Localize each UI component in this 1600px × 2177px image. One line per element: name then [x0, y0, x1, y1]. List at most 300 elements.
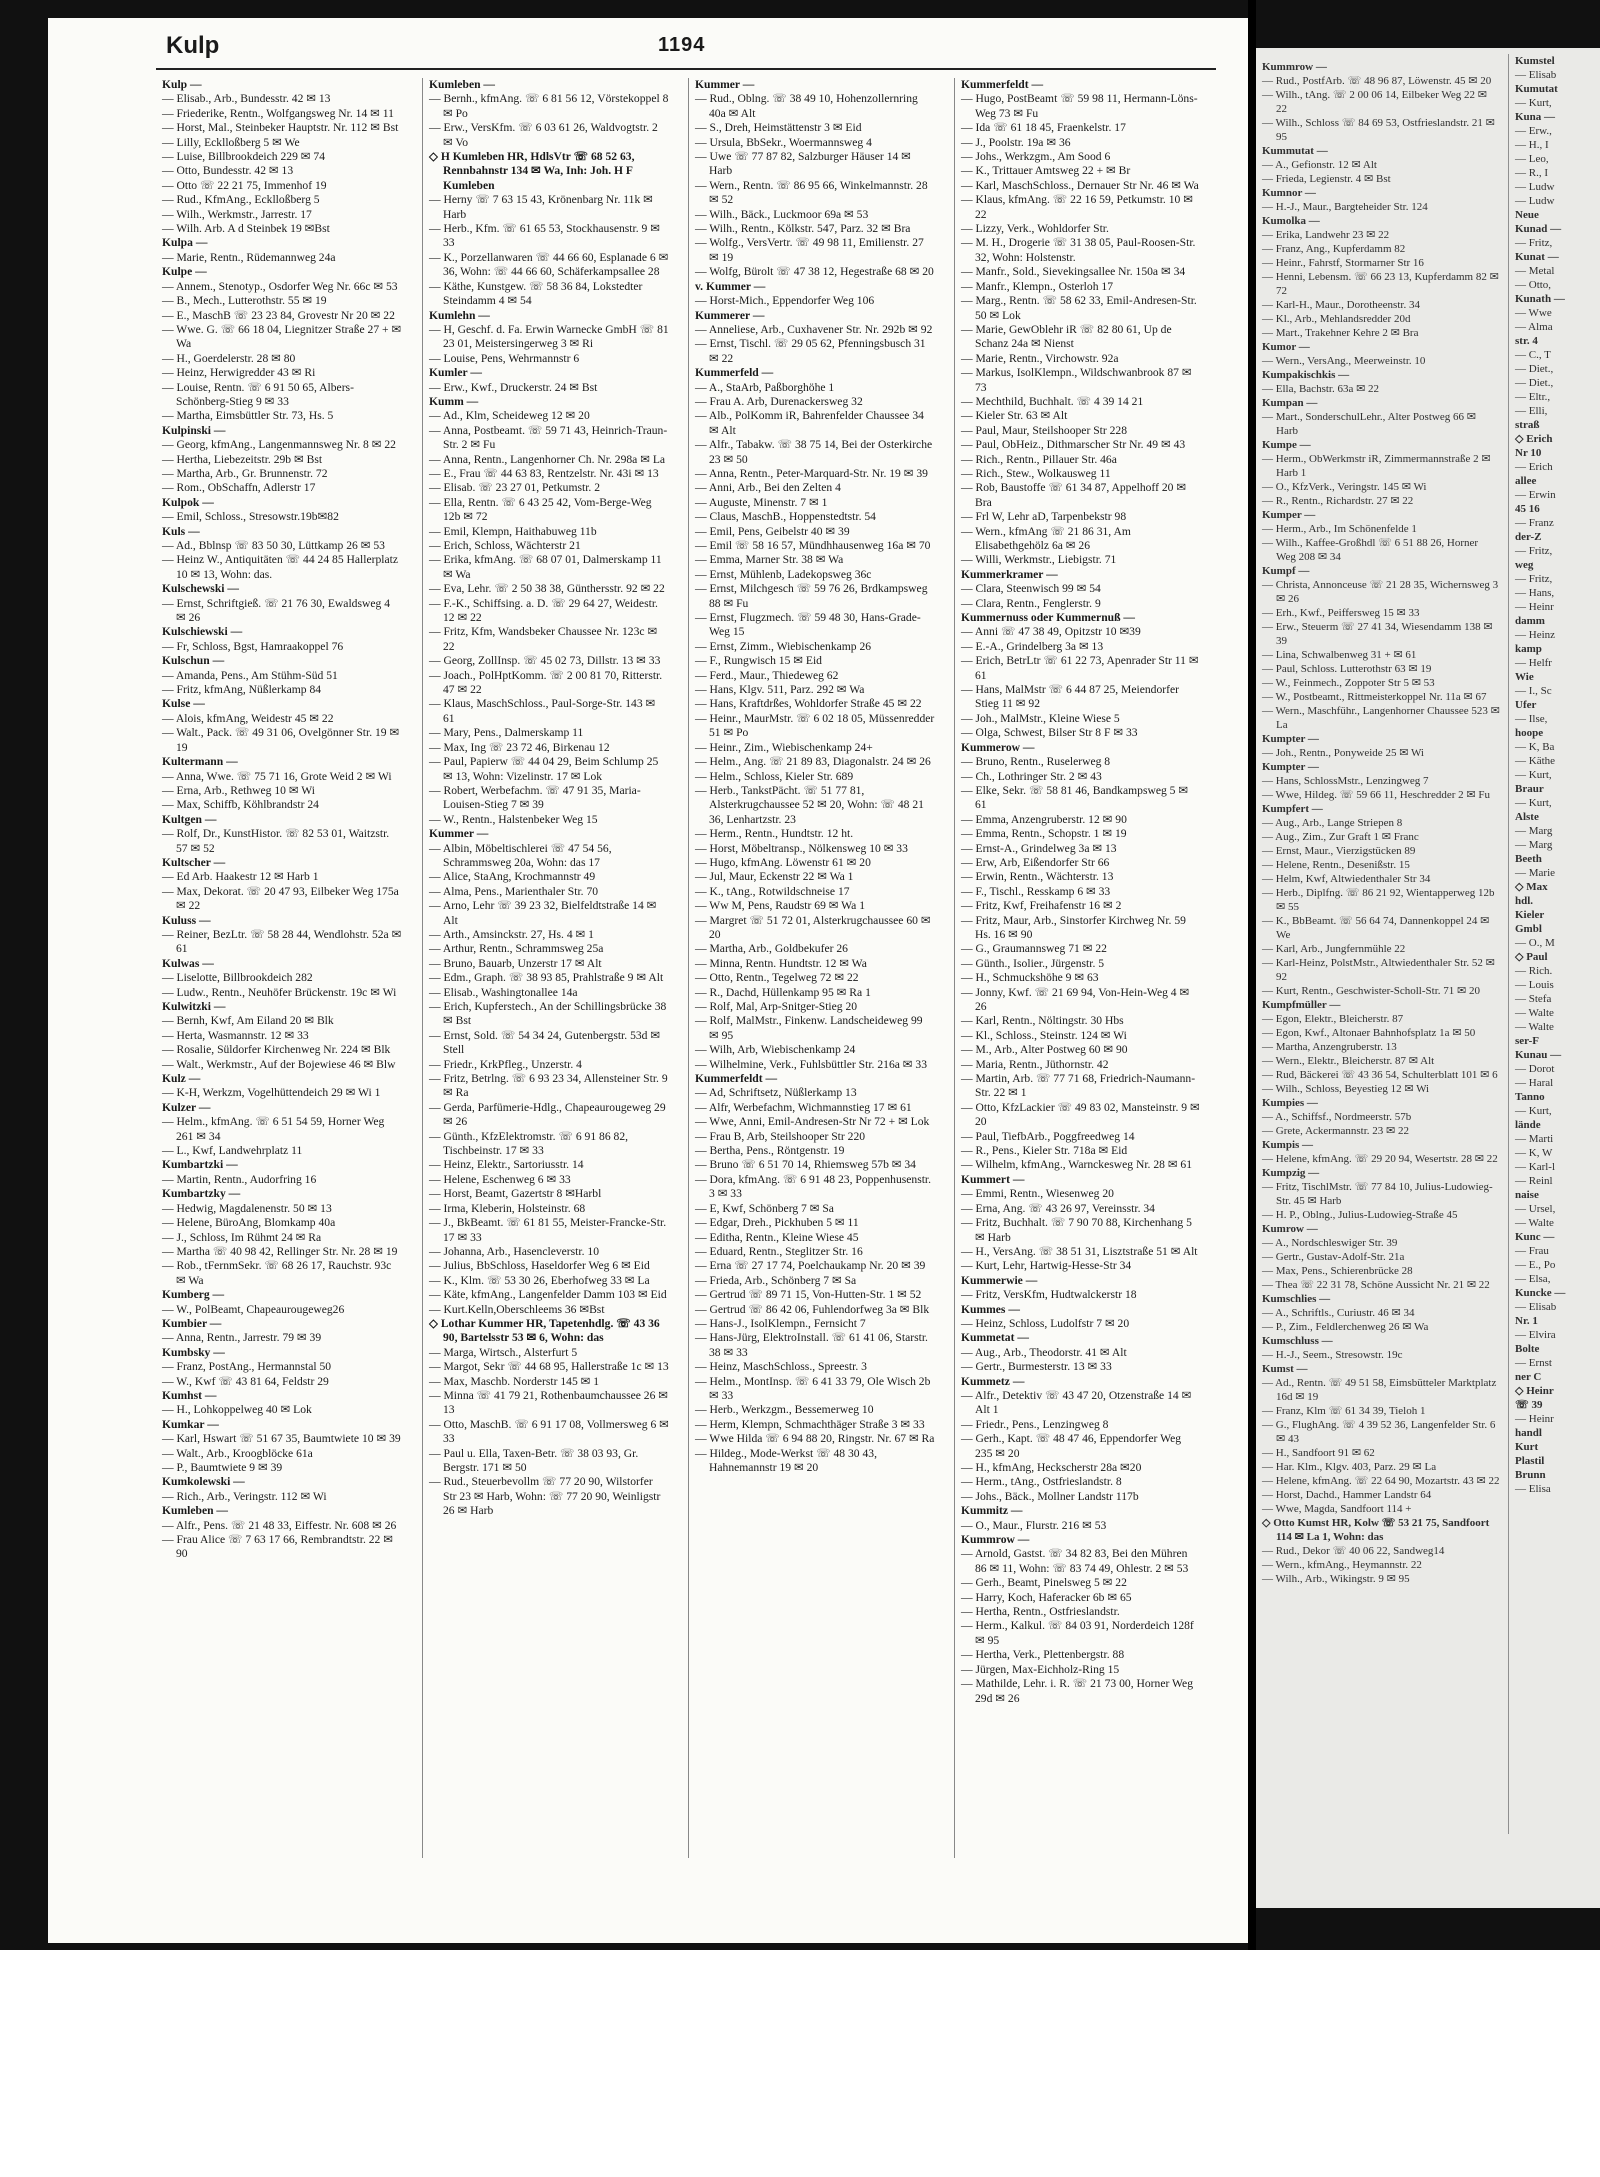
surname-heading: Kulpa —: [162, 236, 208, 250]
directory-entry: — J., BkBeamt. ☏ 61 81 55, Meister-Francke-Str. 17 ✉ 33: [429, 1216, 667, 1244]
surname-heading: Alste: [1515, 811, 1539, 823]
directory-entry: — Helfr: [1515, 657, 1552, 669]
surname-heading: Kummitz —: [961, 1504, 1023, 1518]
directory-entry: — Wilh., Rentn., Kölkstr. 547, Parz. 32 ✉ Bra: [695, 222, 911, 236]
directory-entry: — Wilh., Werkmstr., Jarrestr. 17: [162, 207, 312, 221]
directory-entry: — Heinz, Elektr., Sartoriusstr. 14: [429, 1158, 584, 1172]
directory-entry: — Alfr., Pens. ☏ 21 48 33, Eiffestr. Nr. 608 ✉ 26: [162, 1518, 397, 1532]
directory-entry: — Elisab. ☏ 23 27 01, Petkumstr. 2: [429, 481, 601, 495]
directory-entry: — Marie: [1515, 867, 1556, 879]
directory-entry: — Kurt,: [1515, 797, 1552, 809]
surname-heading: Kumstel: [1515, 55, 1555, 67]
directory-entry: — Kurt.Kelln,Oberschleems 36 ✉Bst: [429, 1302, 605, 1316]
directory-entry: — Eva, Lehr. ☏ 2 50 38 38, Günthersstr. 92 ✉ 22: [429, 582, 665, 596]
directory-entry: — S., Dreh, Heimstättenstr 3 ✉ Eid: [695, 121, 862, 135]
directory-entry: — Wolfg, Bürolt ☏ 47 38 12, Hegestraße 68 ✉ 20: [695, 265, 934, 279]
directory-entry: — Irma, Kleberin, Holsteinstr. 68: [429, 1201, 586, 1215]
directory-entry: — Johs., Werkzgm., Am Sood 6: [961, 150, 1111, 164]
directory-entry: — Elisab., Arb., Bundesstr. 42 ✉ 13: [162, 92, 331, 106]
directory-entry: — W., Postbeamt., Rittmeisterkoppel Nr. 11a ✉ 67: [1262, 691, 1487, 703]
directory-entry: — Alb., PolKomm iR, Bahrenfelder Chaussee 34 ✉ Alt: [695, 409, 924, 437]
directory-entry: — Herm., Rentn., Hundtstr. 12 ht.: [695, 827, 854, 841]
directory-entry: — Ernst: [1515, 1357, 1552, 1369]
directory-entry: — Helene, BüroAng, Blomkamp 40a: [162, 1216, 336, 1230]
directory-entry: — Marie, GewOblehr iR ☏ 82 80 61, Up de Schanz 24a ✉ Nienst: [961, 322, 1172, 351]
directory-entry: — Anna, Rentn., Jarrestr. 79 ✉ 39: [162, 1331, 322, 1345]
directory-entry: — E., Frau ☏ 44 63 83, Rentzelstr. Nr. 43i ✉ 13: [429, 466, 659, 480]
directory-entry: — H., I: [1515, 139, 1549, 151]
directory-entry: — Bertha, Pens., Röntgenstr. 19: [695, 1144, 845, 1158]
surname-heading: Kulschewski —: [162, 582, 239, 596]
directory-entry: — K., tAng., Rotwildschneise 17: [695, 884, 850, 898]
directory-entry: — O., KfzVerk., Veringstr. 145 ✉ Wi: [1262, 481, 1427, 493]
directory-column-2: [422, 78, 675, 1858]
directory-entry: — Franz, Ang., Kupferdamm 82: [1262, 243, 1406, 255]
directory-entry: — Heinz: [1515, 629, 1556, 641]
surname-heading: Kummutat —: [1262, 145, 1328, 157]
directory-entry: — J., Schloss, Im Rühmt 24 ✉ Ra: [162, 1230, 322, 1244]
directory-entry: — Martin, Rentn., Audorfring 16: [162, 1172, 317, 1186]
directory-entry: — Franz: [1515, 517, 1554, 529]
directory-entry: — Hans,: [1515, 587, 1555, 599]
directory-entry: — Heinr: [1515, 601, 1554, 613]
surname-heading: Bolte: [1515, 1343, 1540, 1355]
directory-entry: — Helene, kfmAng. ☏ 29 20 94, Wesertstr. 28 ✉ 22: [1262, 1153, 1498, 1165]
directory-entry: — Anni, Arb., Bei den Zelten 4: [695, 481, 841, 495]
directory-entry: — Aug., Arb., Theodorstr. 41 ✉ Alt: [961, 1345, 1127, 1359]
directory-entry: — Reinl: [1515, 1175, 1553, 1187]
directory-entry: — Minna, Rentn. Hundtstr. 12 ✉ Wa: [695, 956, 867, 970]
surname-heading: Kulzer —: [162, 1100, 211, 1114]
directory-entry: — Elke, Sekr. ☏ 58 81 46, Bandkampsweg 5 ✉ 61: [961, 783, 1189, 812]
directory-entry: — Bruno, Rentn., Ruselerweg 8: [961, 755, 1111, 769]
directory-entry: — Ch., Lothringer Str. 2 ✉ 43: [961, 769, 1102, 783]
directory-entry: — Wilhelmine, Verk., Fuhlsbüttler Str. 216a ✉ 33: [695, 1057, 927, 1071]
directory-entry: — Ad., Rentn. ☏ 49 51 58, Eimsbütteler Marktplatz 16d ✉ 19: [1262, 1377, 1497, 1403]
directory-entry: — Ernst, Sold. ☏ 54 34 24, Gutenbergstr. 53d ✉ Stell: [429, 1028, 661, 1057]
surname-heading: Kumkolewski —: [162, 1475, 245, 1489]
directory-entry: — Elisab., Washingtonallee 14a: [429, 985, 578, 999]
surname-heading: Kulp —: [162, 78, 202, 91]
directory-entry: — Anna, Postbeamt. ☏ 59 71 43, Heinrich-Traun-Str. 2 ✉ Fu: [429, 423, 668, 452]
directory-entry: — Margot, Sekr ☏ 44 68 95, Hallerstraße 1c ✉ 13: [429, 1360, 669, 1374]
directory-entry: — O., M: [1515, 937, 1555, 949]
directory-entry: — H. P., Oblng., Julius-Ludowieg-Straße 45: [1262, 1209, 1458, 1221]
directory-entry: — Wwe, Hildeg. ☏ 59 66 11, Heschredder 2 ✉ Fu: [1262, 789, 1490, 801]
directory-entry: — Hugo, PostBeamt ☏ 59 98 11, Hermann-Löns-Weg 73 ✉ Fu: [961, 92, 1198, 120]
directory-entry: — J., Poolstr. 19a ✉ 36: [961, 135, 1071, 149]
directory-entry: — Diet.,: [1515, 363, 1554, 375]
directory-entry: — Rob., tFernmSekr. ☏ 68 26 17, Rauchstr. 93c ✉ Wa: [162, 1259, 392, 1287]
surname-heading: hoope: [1515, 727, 1544, 739]
directory-entry: — Christa, Annonceuse ☏ 21 28 35, Wichernsweg 3 ✉ 26: [1262, 579, 1499, 605]
directory-entry: — Elisab: [1515, 1301, 1557, 1313]
directory-entry: — Clara, Steenwisch 99 ✉ 54: [961, 582, 1101, 596]
directory-entry: — Ludw: [1515, 181, 1555, 193]
directory-entry: ◇ Heinr: [1515, 1385, 1554, 1397]
surname-heading: Kumbier —: [162, 1316, 222, 1330]
directory-entry: — Herb., Werkzgm., Bessemerweg 10: [695, 1403, 874, 1417]
directory-entry: — Wwe: [1515, 307, 1552, 319]
directory-entry: — Ella, Rentn. ☏ 6 43 25 42, Vom-Berge-Weg 12b ✉ 72: [429, 495, 652, 524]
directory-entry: — Elisa: [1515, 1483, 1551, 1495]
directory-entry: — Wern., kfmAng ☏ 21 86 31, Am Elisabethgehölz 6a ✉ 26: [961, 524, 1131, 552]
surname-heading: Neue: [1515, 209, 1539, 221]
directory-entry: — Marg: [1515, 839, 1553, 851]
surname-heading: Kieler: [1515, 909, 1545, 921]
directory-entry: — Wilh., Arb., Wikingstr. 9 ✉ 95: [1262, 1573, 1410, 1585]
directory-entry: — R., Dachd, Hüllenkamp 95 ✉ Ra 1: [695, 985, 871, 999]
directory-entry: — Paul, ObHeiz., Dithmarscher Str Nr. 49 ✉ 43: [961, 438, 1186, 452]
directory-entry: — Franz, Klm ☏ 61 34 39, Tieloh 1: [1262, 1405, 1426, 1417]
directory-entry: — H., Schmuckshöhe 9 ✉ 63: [961, 971, 1099, 985]
surname-heading: Kulschiewski —: [162, 625, 243, 639]
directory-entry: — Rich., Arb., Veringstr. 112 ✉ Wi: [162, 1489, 327, 1503]
directory-entry: — Albin, Möbeltischlerei ☏ 47 54 56, Schrammsweg 20a, Wohn: das 17: [429, 841, 612, 869]
surname-heading: Kumlehn —: [429, 308, 490, 322]
surname-heading: Kultgen —: [162, 812, 217, 826]
directory-entry: — Günth., Isolier., Jürgenstr. 5: [961, 956, 1105, 970]
directory-entry: — Horst, Beamt, Gazertstr 8 ✉Harbl: [429, 1187, 602, 1201]
surname-heading: Kumpan —: [1262, 397, 1318, 409]
directory-entry: — P., Zim., Feldlerchenweg 26 ✉ Wa: [1262, 1321, 1429, 1333]
directory-entry: — Paul u. Ella, Taxen-Betr. ☏ 38 03 93, Gr. Bergstr. 171 ✉ 50: [429, 1446, 639, 1474]
surname-heading: Kulpok —: [162, 495, 214, 509]
directory-entry: — Wilh., tAng. ☏ 2 00 06 14, Eilbeker Weg 22 ✉ 22: [1262, 89, 1488, 115]
directory-entry: — Wern., Rentn. ☏ 86 95 66, Winkelmannstr. 28 ✉ 52: [695, 178, 928, 207]
directory-entry: — Emma, Marner Str. 38 ✉ Wa: [695, 553, 844, 567]
directory-entry: — Otto, Rentn., Tegelweg 72 ✉ 22: [695, 971, 859, 985]
directory-entry: — Manfr., Klempn., Osterloh 17: [961, 279, 1113, 293]
directory-entry: — Kl., Arb., Mehlandsredder 20d: [1262, 313, 1411, 325]
surname-heading: Kultscher —: [162, 855, 226, 869]
directory-entry: — Rich.: [1515, 965, 1553, 977]
directory-column-right-2: [1508, 54, 1600, 1834]
directory-entry: — Anna, Rentn., Langenhorner Ch. Nr. 298a ✉ La: [429, 452, 666, 466]
directory-entry: — Frau A. Arb, Durenackersweg 32: [695, 394, 863, 408]
header-rule: [156, 68, 1216, 70]
directory-entry: — Erw.,: [1515, 125, 1552, 137]
directory-entry: — Martha ☏ 40 98 42, Rellinger Str. Nr. 28 ✉ 19: [162, 1244, 398, 1258]
surname-heading: Kumleben —: [162, 1504, 229, 1518]
directory-entry: — Otto, MaschB. ☏ 6 91 17 08, Vollmersweg 6 ✉ 33: [429, 1417, 669, 1446]
directory-entry: — F., Rungwisch 15 ✉ Eid: [695, 654, 822, 668]
surname-heading: Kummerer —: [695, 308, 765, 322]
surname-heading: Gmbl: [1515, 923, 1542, 935]
surname-heading: Kummernuss oder Kummernuß —: [961, 611, 1136, 625]
directory-entry: — Jul, Maur, Eckenstr 22 ✉ Wa 1: [695, 870, 854, 884]
directory-entry: — Anneliese, Arb., Cuxhavener Str. Nr. 292b ✉ 92: [695, 322, 933, 336]
surname-heading: Kumschlies —: [1262, 1293, 1331, 1305]
directory-entry: — Elsa,: [1515, 1273, 1551, 1285]
directory-entry: — Manfr., Sold., Sievekingsallee Nr. 150a ✉ 34: [961, 265, 1186, 279]
directory-entry: — Helm., MontInsp. ☏ 6 41 33 79, Ole Wisch 2b ✉ 33: [695, 1374, 931, 1402]
directory-entry: — Erw., VersKfm. ☏ 6 03 61 26, Waldvogtstr. 2 ✉ Vo: [429, 121, 658, 149]
directory-entry: — Herny ☏ 7 63 15 43, Krönenbarg Nr. 11k ✉ Harb: [429, 193, 653, 221]
directory-entry: — Otto,: [1515, 279, 1552, 291]
directory-page-left: [48, 18, 1248, 1943]
directory-entry: — Wilh. Arb. A d Steinbek 19 ✉Bst: [162, 222, 330, 236]
directory-entry: — Rud., Dekor ☏ 40 06 22, Sandweg14: [1262, 1545, 1445, 1557]
directory-entry: — E, Kwf, Schönberg 7 ✉ Sa: [695, 1201, 834, 1215]
directory-entry: — Frau Alice ☏ 7 63 17 66, Rembrandtstr. 22 ✉ 90: [162, 1533, 393, 1561]
directory-entry: — Ludw., Rentn., Neuhöfer Brückenstr. 19c ✉ Wi: [162, 985, 397, 999]
directory-entry: — Käthe: [1515, 755, 1556, 767]
surname-heading: damm: [1515, 615, 1545, 627]
surname-heading: Kumberg —: [162, 1288, 225, 1302]
directory-entry: — O., Maur., Flurstr. 216 ✉ 53: [961, 1518, 1107, 1532]
directory-entry: — Günth., KfzElektromstr. ☏ 6 91 86 82, Tischbeinstr. 17 ✉ 33: [429, 1129, 629, 1158]
directory-column-4: [954, 78, 1207, 1858]
directory-entry: — Emmi, Rentn., Wiesenweg 20: [961, 1187, 1114, 1201]
surname-heading: Kumbartzky —: [162, 1187, 241, 1201]
surname-heading: Kurt: [1515, 1441, 1539, 1453]
directory-entry: — W., Feinmech., Zoppoter Str 5 ✉ 53: [1262, 677, 1435, 689]
directory-column-1: [156, 78, 408, 1858]
directory-entry: — Lina, Schwalbenweg 31 + ✉ 61: [1262, 649, 1417, 661]
surname-heading: Kumpzig —: [1262, 1167, 1320, 1179]
directory-entry: — K., Klm. ☏ 53 30 26, Eberhofweg 33 ✉ La: [429, 1273, 650, 1287]
directory-entry: — Karl, MaschSchloss., Dernauer Str Nr. 46 ✉ Wa: [961, 178, 1199, 192]
surname-heading: Kumper —: [1262, 509, 1316, 521]
directory-entry: — Erich, BetrLtr ☏ 61 22 73, Apenrader Str 11 ✉ 61: [961, 654, 1199, 682]
directory-entry: — Rolf, Mal, Arp-Snitger-Stieg 20: [695, 1000, 858, 1013]
directory-entry: — Herb., TankstPächt. ☏ 51 77 81, Alsterkrugchaussee 52 ✉ 20, Wohn: ☏ 48 21 36, Lenhartzstr. 23: [695, 783, 924, 826]
directory-entry: — Gertrud ☏ 89 71 15, Von-Hutten-Str. 1 ✉ 52: [695, 1288, 922, 1302]
directory-entry: — Friedr., KrkPfleg., Unzerstr. 4: [429, 1057, 582, 1071]
directory-entry: — Heinz, MaschSchloss., Spreestr. 3: [695, 1360, 867, 1374]
directory-entry: — Herm., Arb., Im Schönenfelde 1: [1262, 523, 1417, 535]
directory-entry: — Aug., Arb., Lange Striepen 8: [1262, 817, 1403, 829]
surname-heading: Kummerfeldt —: [695, 1072, 778, 1086]
surname-heading: Kumm —: [429, 394, 479, 408]
directory-entry: — K, W: [1515, 1147, 1553, 1159]
directory-entry: — Maria, Rentn., Jüthornstr. 42: [961, 1057, 1109, 1071]
directory-entry: — Walte: [1515, 1021, 1554, 1033]
directory-entry: — Dora, kfmAng. ☏ 6 91 48 23, Poppenhusenstr. 3 ✉ 33: [695, 1172, 932, 1201]
directory-entry: — Käthe, Kunstgew. ☏ 58 36 84, Lokstedter Steindamm 4 ✉ 54: [429, 279, 643, 308]
surname-heading: Kunad —: [1515, 223, 1562, 235]
surname-heading: Kumschluss —: [1262, 1335, 1333, 1347]
surname-heading: Kummerwie —: [961, 1273, 1038, 1287]
directory-entry: — Herb., Kfm. ☏ 61 65 53, Stockhausenstr. 9 ✉ 33: [429, 222, 660, 250]
directory-entry: — Edm., Graph. ☏ 38 93 85, Prahlstraße 9 ✉ Alt: [429, 971, 664, 985]
directory-entry: — Erw., Steuerm ☏ 27 41 34, Wiesendamm 138 ✉ 39: [1262, 621, 1493, 647]
directory-entry: ◇ Lothar Kummer HR, Tapetenhdlg. ☏ 43 36 90, Bartelsstr 53 ✉ 6, Wohn: das: [429, 1316, 660, 1345]
directory-entry: — Arno, Lehr ☏ 39 23 32, Bielfeldtstraße 14 ✉ Alt: [429, 899, 657, 927]
surname-heading: der-Z: [1515, 531, 1542, 543]
directory-entry: — Martha, Anzengruberstr. 13: [1262, 1041, 1397, 1053]
directory-entry: — Helm., Schloss, Kieler Str. 689: [695, 769, 854, 783]
directory-entry: ◇ Otto Kumst HR, Kolw ☏ 53 21 75, Sandfoort 114 ✉ La 1, Wohn: das: [1262, 1517, 1490, 1543]
directory-entry: — Elvira: [1515, 1329, 1556, 1341]
directory-entry: — Herm., tAng., Ostfrieslandstr. 8: [961, 1475, 1122, 1489]
directory-entry: — Ed Arb. Haakestr 12 ✉ Harb 1: [162, 870, 319, 884]
surname-heading: Braur: [1515, 783, 1544, 795]
surname-heading: ☏ 39: [1515, 1399, 1543, 1411]
directory-entry: — Ernst, Maur., Vierzigstücken 89: [1262, 845, 1416, 857]
directory-column-3: [688, 78, 941, 1858]
directory-entry: — Mathilde, Lehr. i. R. ☏ 21 73 00, Horner Weg 29d ✉ 26: [961, 1677, 1193, 1705]
surname-heading: Kulse —: [162, 697, 205, 711]
directory-entry: — Ww M, Pens, Raudstr 69 ✉ Wa 1: [695, 899, 866, 913]
directory-entry: — Kl., Schloss., Steinstr. 124 ✉ Wi: [961, 1028, 1127, 1042]
directory-entry: — Wern., Elektr., Bleicherstr. 87 ✉ Alt: [1262, 1055, 1435, 1067]
directory-entry: — Anni ☏ 47 38 49, Opitzstr 10 ✉39: [961, 625, 1141, 639]
directory-entry: — Grete, Ackermannstr. 23 ✉ 22: [1262, 1125, 1409, 1137]
directory-entry: — Fritz,: [1515, 237, 1553, 249]
surname-heading: Kummrow —: [1262, 61, 1327, 73]
surname-heading: Kumpter —: [1262, 761, 1319, 773]
directory-entry: — Ad, Schriftsetz, Nüßlerkamp 13: [695, 1086, 857, 1100]
directory-entry: — Alfr., Tabakw. ☏ 38 75 14, Bei der Osterkirche 23 ✉ 50: [695, 438, 933, 466]
directory-entry: — Bernh., kfmAng. ☏ 6 81 56 12, Vörstekoppel 8 ✉ Po: [429, 92, 669, 120]
directory-entry: — Martin, Arb. ☏ 77 71 68, Friedrich-Naumann-Str. 22 ✉ 1: [961, 1072, 1196, 1100]
directory-entry: — Hedwig, Magdalenenstr. 50 ✉ 13: [162, 1201, 332, 1215]
directory-entry: — Horst, Mal., Steinbeker Hauptstr. Nr. 112 ✉ Bst: [162, 121, 399, 135]
directory-entry: — Alois, kfmAng, Weidestr 45 ✉ 22: [162, 711, 334, 725]
directory-entry: — Frau B, Arb, Steilshooper Str 220: [695, 1129, 866, 1143]
directory-entry: — Gerda, Parfümerie-Hdlg., Chapeaurougeweg 29 ✉ 26: [429, 1100, 666, 1129]
surname-heading: Plastil: [1515, 1455, 1545, 1467]
directory-page-right: [1256, 48, 1600, 1908]
surname-heading: Kulpinski —: [162, 423, 226, 437]
directory-entry: — Leo,: [1515, 153, 1549, 165]
directory-entry: — Erika, Landwehr 23 ✉ 22: [1262, 229, 1390, 241]
surname-heading: Kumnor —: [1262, 187, 1316, 199]
surname-heading: Kumpfmüller —: [1262, 999, 1341, 1011]
directory-entry: — Erwin: [1515, 489, 1556, 501]
directory-entry: — Gertr., Burmesterstr. 13 ✉ 33: [961, 1360, 1112, 1374]
directory-entry: — Erich, Schloss, Wächterstr 21: [429, 539, 581, 552]
directory-column-right-1: [1256, 60, 1506, 1840]
directory-entry: — Haral: [1515, 1077, 1554, 1089]
surname-heading: Kummerfeld —: [695, 366, 774, 380]
surname-heading: Kummerow —: [961, 740, 1035, 754]
directory-entry: — Max, Dekorat. ☏ 20 47 93, Eilbeker Weg 175a ✉ 22: [162, 884, 399, 913]
directory-entry: — Alfr, Werbefachm, Wichmannstieg 17 ✉ 61: [695, 1100, 912, 1114]
directory-entry: — Mart., SonderschulLehr., Alter Postweg 66 ✉ Harb: [1262, 411, 1476, 437]
directory-entry: — Hertha, Rentn., Ostfrieslandstr.: [961, 1605, 1120, 1619]
directory-entry: — Heinz, Schloss, Ludolfstr 7 ✉ 20: [961, 1316, 1130, 1330]
directory-entry: — Erika, kfmAng. ☏ 68 07 01, Dalmerskamp 11 ✉ Wa: [429, 553, 662, 581]
surname-heading: Kultermann —: [162, 755, 238, 769]
surname-heading: allee: [1515, 475, 1537, 487]
directory-entry: — H., VersAng. ☏ 38 51 31, Lisztstraße 51 ✉ Alt: [961, 1244, 1198, 1258]
directory-entry: — Paul, TiefbArb., Poggfreedweg 14: [961, 1129, 1135, 1143]
directory-entry: — Thea ☏ 22 31 78, Schöne Aussicht Nr. 21 ✉ 22: [1262, 1279, 1490, 1291]
directory-entry: — P., Baumtwiete 9 ✉ 39: [162, 1461, 283, 1474]
surname-heading: Kunc —: [1515, 1231, 1555, 1243]
directory-entry: — Ernst, Zimm., Wiebischenkamp 26: [695, 639, 872, 653]
directory-entry: — Ernst, Milchgesch ☏ 59 76 26, Brdkampsweg 88 ✉ Fu: [695, 582, 928, 610]
directory-entry: — Rosalie, Süldorfer Kirchenweg Nr. 224 ✉ Blk: [162, 1043, 391, 1057]
directory-entry: — Herb., Diplfng. ☏ 86 21 92, Wientapperweg 12b ✉ 55: [1262, 887, 1495, 913]
directory-entry: — Mary, Pens., Dalmerskamp 11: [429, 726, 584, 740]
directory-entry: — Ella, Bachstr. 63a ✉ 22: [1262, 383, 1380, 395]
surname-heading: Kumpter —: [1262, 733, 1319, 745]
surname-heading: Kulwas —: [162, 956, 214, 970]
directory-entry: — Wilh, Arb, Wiebischenkamp 24: [695, 1043, 856, 1057]
surname-heading: ser-F: [1515, 1035, 1540, 1047]
directory-entry: — Harry, Koch, Haferacker 6b ✉ 65: [961, 1590, 1132, 1604]
directory-entry: — Ernst, Tischl. ☏ 29 05 62, Pfenningsbusch 31 ✉ 22: [695, 337, 926, 365]
surname-heading: Kummetat —: [961, 1331, 1029, 1345]
directory-entry: — Claus, MaschB., Hoppenstedtstr. 54: [695, 510, 876, 524]
surname-heading: Kumutat: [1515, 83, 1558, 95]
directory-entry: — Helm., Ang. ☏ 21 89 83, Diagonalstr. 24 ✉ 26: [695, 755, 931, 769]
directory-entry: — Rolf, MalMstr., Finkenw. Landscheideweg 99 ✉ 95: [695, 1014, 923, 1042]
directory-entry: — Elisab: [1515, 69, 1557, 81]
directory-entry: — Fritz, Buchhalt. ☏ 7 90 70 88, Kirchenhang 5 ✉ Harb: [961, 1216, 1192, 1244]
directory-entry: — Emil, Pens, Geibelstr 40 ✉ 39: [695, 524, 850, 538]
directory-entry: — M. H., Drogerie ☏ 31 38 05, Paul-Roosen-Str. 32, Wohn: Holstenstr.: [961, 236, 1196, 264]
directory-entry: — Emil ☏ 58 16 57, Mündhhausenweg 16a ✉ 70: [695, 539, 931, 552]
directory-entry: — Ursula, BbSekr., Woermannsweg 4: [695, 135, 872, 149]
directory-entry: — Max, Ing ☏ 23 72 46, Birkenau 12: [429, 740, 610, 754]
directory-entry: — Fritz, Maur, Arb., Sinstorfer Kirchweg Nr. 59 Hs. 16 ✉ 90: [961, 913, 1186, 941]
directory-entry: — Horst-Mich., Eppendorfer Weg 106: [695, 294, 875, 308]
directory-entry: — Martha, Eimsbüttler Str. 73, Hs. 5: [162, 409, 334, 423]
directory-entry: — Fr, Schloss, Bgst, Hamraakoppel 76: [162, 639, 344, 653]
surname-heading: Kunau —: [1515, 1049, 1562, 1061]
directory-entry: — Ferd., Maur., Thiedeweg 62: [695, 668, 839, 682]
directory-entry: — Klaus, MaschSchloss., Paul-Sorge-Str. 143 ✉ 61: [429, 697, 656, 725]
directory-entry: — Stefa: [1515, 993, 1552, 1005]
directory-entry: — Arnold, Gastst. ☏ 34 82 83, Bei den Mühren 86 ✉ 11, Wohn: ☏ 83 74 49, Ohlestr. 2 ✉ 53: [961, 1547, 1189, 1575]
entry-list: [1509, 54, 1600, 1496]
directory-entry: — Rolf, Dr., KunstHistor. ☏ 82 53 01, Waitzstr. 57 ✉ 52: [162, 827, 390, 855]
directory-entry: — Johs., Bäck., Mollner Landstr 117b: [961, 1489, 1139, 1503]
directory-entry: — Rich., Rentn., Pillauer Str. 46a: [961, 452, 1117, 466]
directory-entry: — K., Trittauer Amtsweg 22 + ✉ Br: [961, 164, 1131, 178]
directory-entry: — Elli,: [1515, 405, 1548, 417]
surname-heading: Kuluss —: [162, 913, 211, 927]
surname-heading: Kummert —: [961, 1172, 1025, 1186]
directory-entry: — Alice, StaAng, Krochmannstr 49: [429, 870, 596, 884]
directory-entry: — E., MaschB ☏ 23 23 84, Grovestr Nr 20 ✉ 22: [162, 308, 395, 322]
directory-entry: — Otto, Bundesstr. 42 ✉ 13: [162, 164, 294, 178]
directory-entry: — Luise, Billbrookdeich 229 ✉ 74: [162, 150, 325, 164]
directory-entry: — Gertr., Gustav-Adolf-Str. 21a: [1262, 1251, 1405, 1263]
directory-entry: — Marga, Wirtsch., Alsterfurt 5: [429, 1345, 578, 1359]
directory-entry: — Hans, Klgv. 511, Parz. 292 ✉ Wa: [695, 683, 865, 697]
surname-heading: naise: [1515, 1189, 1539, 1201]
directory-entry: — Wern., Maschführ., Langenhorner Chaussee 523 ✉ La: [1262, 705, 1500, 731]
directory-entry: — Friedr., Pens., Lenzingweg 8: [961, 1417, 1109, 1431]
directory-entry: — Liselotte, Billbrookdeich 282: [162, 971, 313, 985]
directory-entry: — Paul, Maur, Steilshooper Str 228: [961, 423, 1128, 437]
directory-entry: — Anna, Wwe. ☏ 75 71 16, Grote Weid 2 ✉ Wi: [162, 769, 392, 783]
directory-entry: — W., Kwf ☏ 43 81 64, Feldstr 29: [162, 1374, 329, 1388]
directory-entry: — Horst, Dachd., Hammer Landstr 64: [1262, 1489, 1432, 1501]
directory-entry: — Edgar, Dreh., Pickhuben 5 ✉ 11: [695, 1216, 859, 1230]
directory-entry: — Wilh., Schloss, Beyestieg 12 ✉ Wi: [1262, 1083, 1430, 1095]
directory-entry: — Erwin, Rentn., Wächterstr. 13: [961, 870, 1114, 884]
directory-entry: — Editha, Rentn., Kleine Wiese 45: [695, 1230, 859, 1244]
directory-entry: — H, Geschf. d. Fa. Erwin Warnecke GmbH ☏ 81 23 01, Meistersingerweg 3 ✉ Ri: [429, 322, 669, 351]
surname-heading: Kumler —: [429, 366, 482, 380]
surname-heading: Kummerkramer —: [961, 567, 1058, 581]
directory-entry: — Herm, Klempn, Schmachthäger Straße 3 ✉ 33: [695, 1417, 925, 1431]
entry-list: [689, 78, 941, 1475]
directory-entry: — Annem., Stenotyp., Osdorfer Weg Nr. 66c ✉ 53: [162, 279, 398, 293]
directory-entry: — Robert, Werbefachm. ☏ 47 91 35, Maria-Louisen-Stieg 7 ✉ 39: [429, 783, 641, 812]
surname-heading: Kummer —: [695, 78, 755, 91]
directory-entry: — Rud., Oblng. ☏ 38 49 10, Hohenzollernring 40a ✉ Alt: [695, 92, 918, 120]
surname-heading: Kumpies —: [1262, 1097, 1318, 1109]
surname-heading: Nr. 1: [1515, 1315, 1538, 1327]
